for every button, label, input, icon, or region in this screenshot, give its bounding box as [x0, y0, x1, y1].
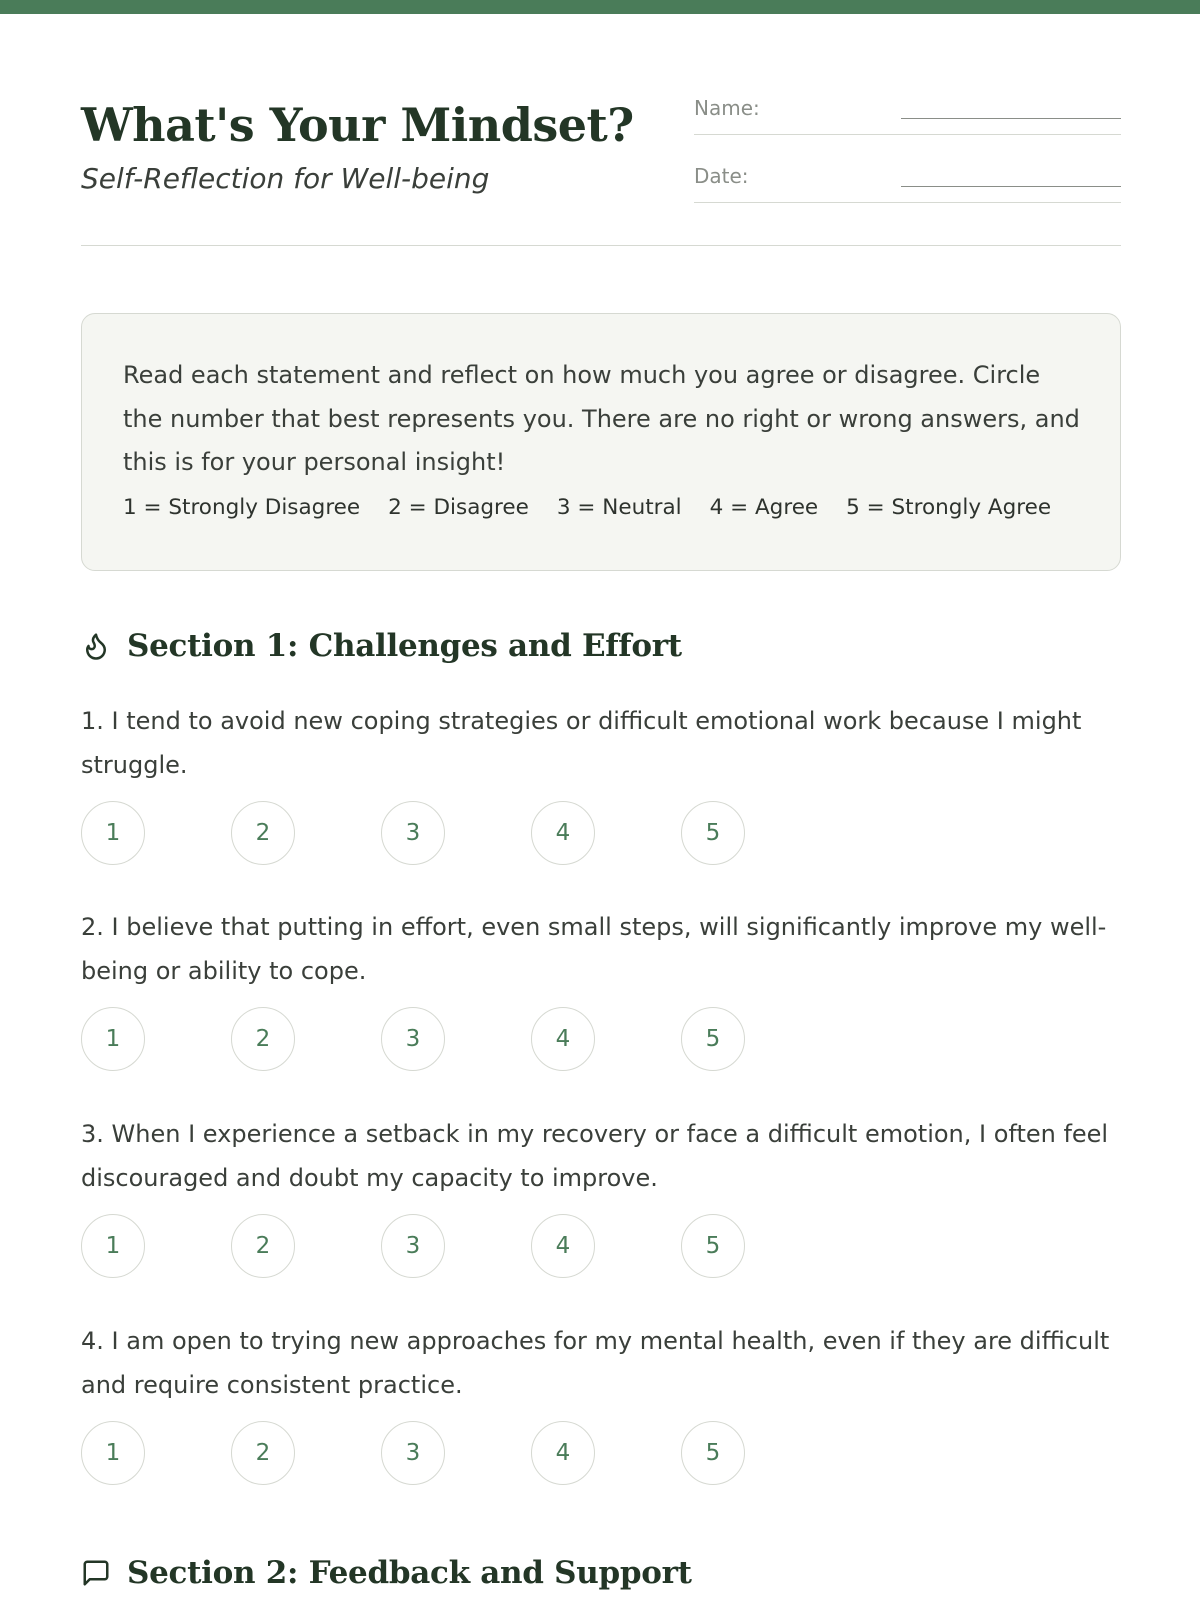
- rating-option-4[interactable]: 4: [531, 1007, 595, 1071]
- name-label: Name:: [694, 96, 760, 120]
- rating-option-2[interactable]: 2: [231, 1421, 295, 1485]
- rating-option-1[interactable]: 1: [81, 801, 145, 865]
- scale-item: 4 = Agree: [709, 494, 819, 520]
- rating-option-1[interactable]: 1: [81, 1007, 145, 1071]
- date-blank-line[interactable]: [901, 172, 1121, 187]
- question-text: 1. I tend to avoid new coping strategies or difficult emotional work because I might struggle.: [81, 707, 1082, 779]
- rating-option-2[interactable]: 2: [231, 801, 295, 865]
- name-field[interactable]: [694, 94, 1121, 135]
- name-blank-line[interactable]: [901, 104, 1121, 119]
- rating-option-3[interactable]: 3: [381, 801, 445, 865]
- rating-options: [81, 1421, 1121, 1485]
- scale-item: 5 = Strongly Agree: [846, 494, 1052, 520]
- rating-option-2[interactable]: 2: [231, 1214, 295, 1278]
- rating-option-5[interactable]: 5: [681, 801, 745, 865]
- question-text: 3. When I experience a setback in my recovery or face a difficult emotion, I often feel discouraged and doubt my capacity to improve.: [81, 1120, 1109, 1192]
- section-1-title: Section 1: Challenges and Effort: [127, 628, 682, 664]
- rating-option-2[interactable]: 2: [231, 1007, 295, 1071]
- rating-options: [81, 1007, 1121, 1071]
- rating-options: [81, 1214, 1121, 1278]
- question-3: [81, 1113, 1121, 1278]
- rating-scale-legend: [123, 495, 1080, 520]
- top-accent-bar: [0, 0, 1200, 14]
- section-1-heading: [81, 628, 682, 664]
- date-label: Date:: [694, 164, 749, 188]
- instructions-box: [81, 313, 1121, 571]
- question-text: 4. I am open to trying new approaches for my mental health, even if they are difficult and require consistent practice.: [81, 1327, 1110, 1399]
- rating-option-5[interactable]: 5: [681, 1214, 745, 1278]
- page-subtitle: Self-Reflection for Well-being: [81, 162, 490, 195]
- question-1: [81, 700, 1121, 865]
- rating-option-5[interactable]: 5: [681, 1007, 745, 1071]
- rating-option-3[interactable]: 3: [381, 1421, 445, 1485]
- question-text: 2. I believe that putting in effort, even small steps, will significantly improve my well-being or ability to cope.: [81, 913, 1107, 985]
- scale-item: 2 = Disagree: [388, 494, 529, 520]
- speech-bubble-icon: [81, 1558, 111, 1588]
- section-2-title: Section 2: Feedback and Support: [127, 1555, 692, 1591]
- date-field[interactable]: [694, 162, 1121, 203]
- flame-icon: [81, 631, 111, 661]
- section-2-heading: [81, 1555, 692, 1591]
- rating-option-4[interactable]: 4: [531, 801, 595, 865]
- question-4: [81, 1320, 1121, 1485]
- instructions-text: Read each statement and reflect on how much you agree or disagree. Circle the number that best represents you. There are no right or wrong answers, and this is for your personal insight!: [123, 361, 1080, 476]
- rating-option-5[interactable]: 5: [681, 1421, 745, 1485]
- rating-option-1[interactable]: 1: [81, 1421, 145, 1485]
- rating-options: [81, 801, 1121, 865]
- scale-item: 1 = Strongly Disagree: [123, 494, 361, 520]
- page-title: What's Your Mindset?: [81, 98, 634, 152]
- rating-option-3[interactable]: 3: [381, 1214, 445, 1278]
- rating-option-1[interactable]: 1: [81, 1214, 145, 1278]
- question-2: [81, 906, 1121, 1071]
- rating-option-4[interactable]: 4: [531, 1214, 595, 1278]
- rating-option-3[interactable]: 3: [381, 1007, 445, 1071]
- scale-item: 3 = Neutral: [556, 494, 682, 520]
- rating-option-4[interactable]: 4: [531, 1421, 595, 1485]
- worksheet-header: [81, 90, 1121, 246]
